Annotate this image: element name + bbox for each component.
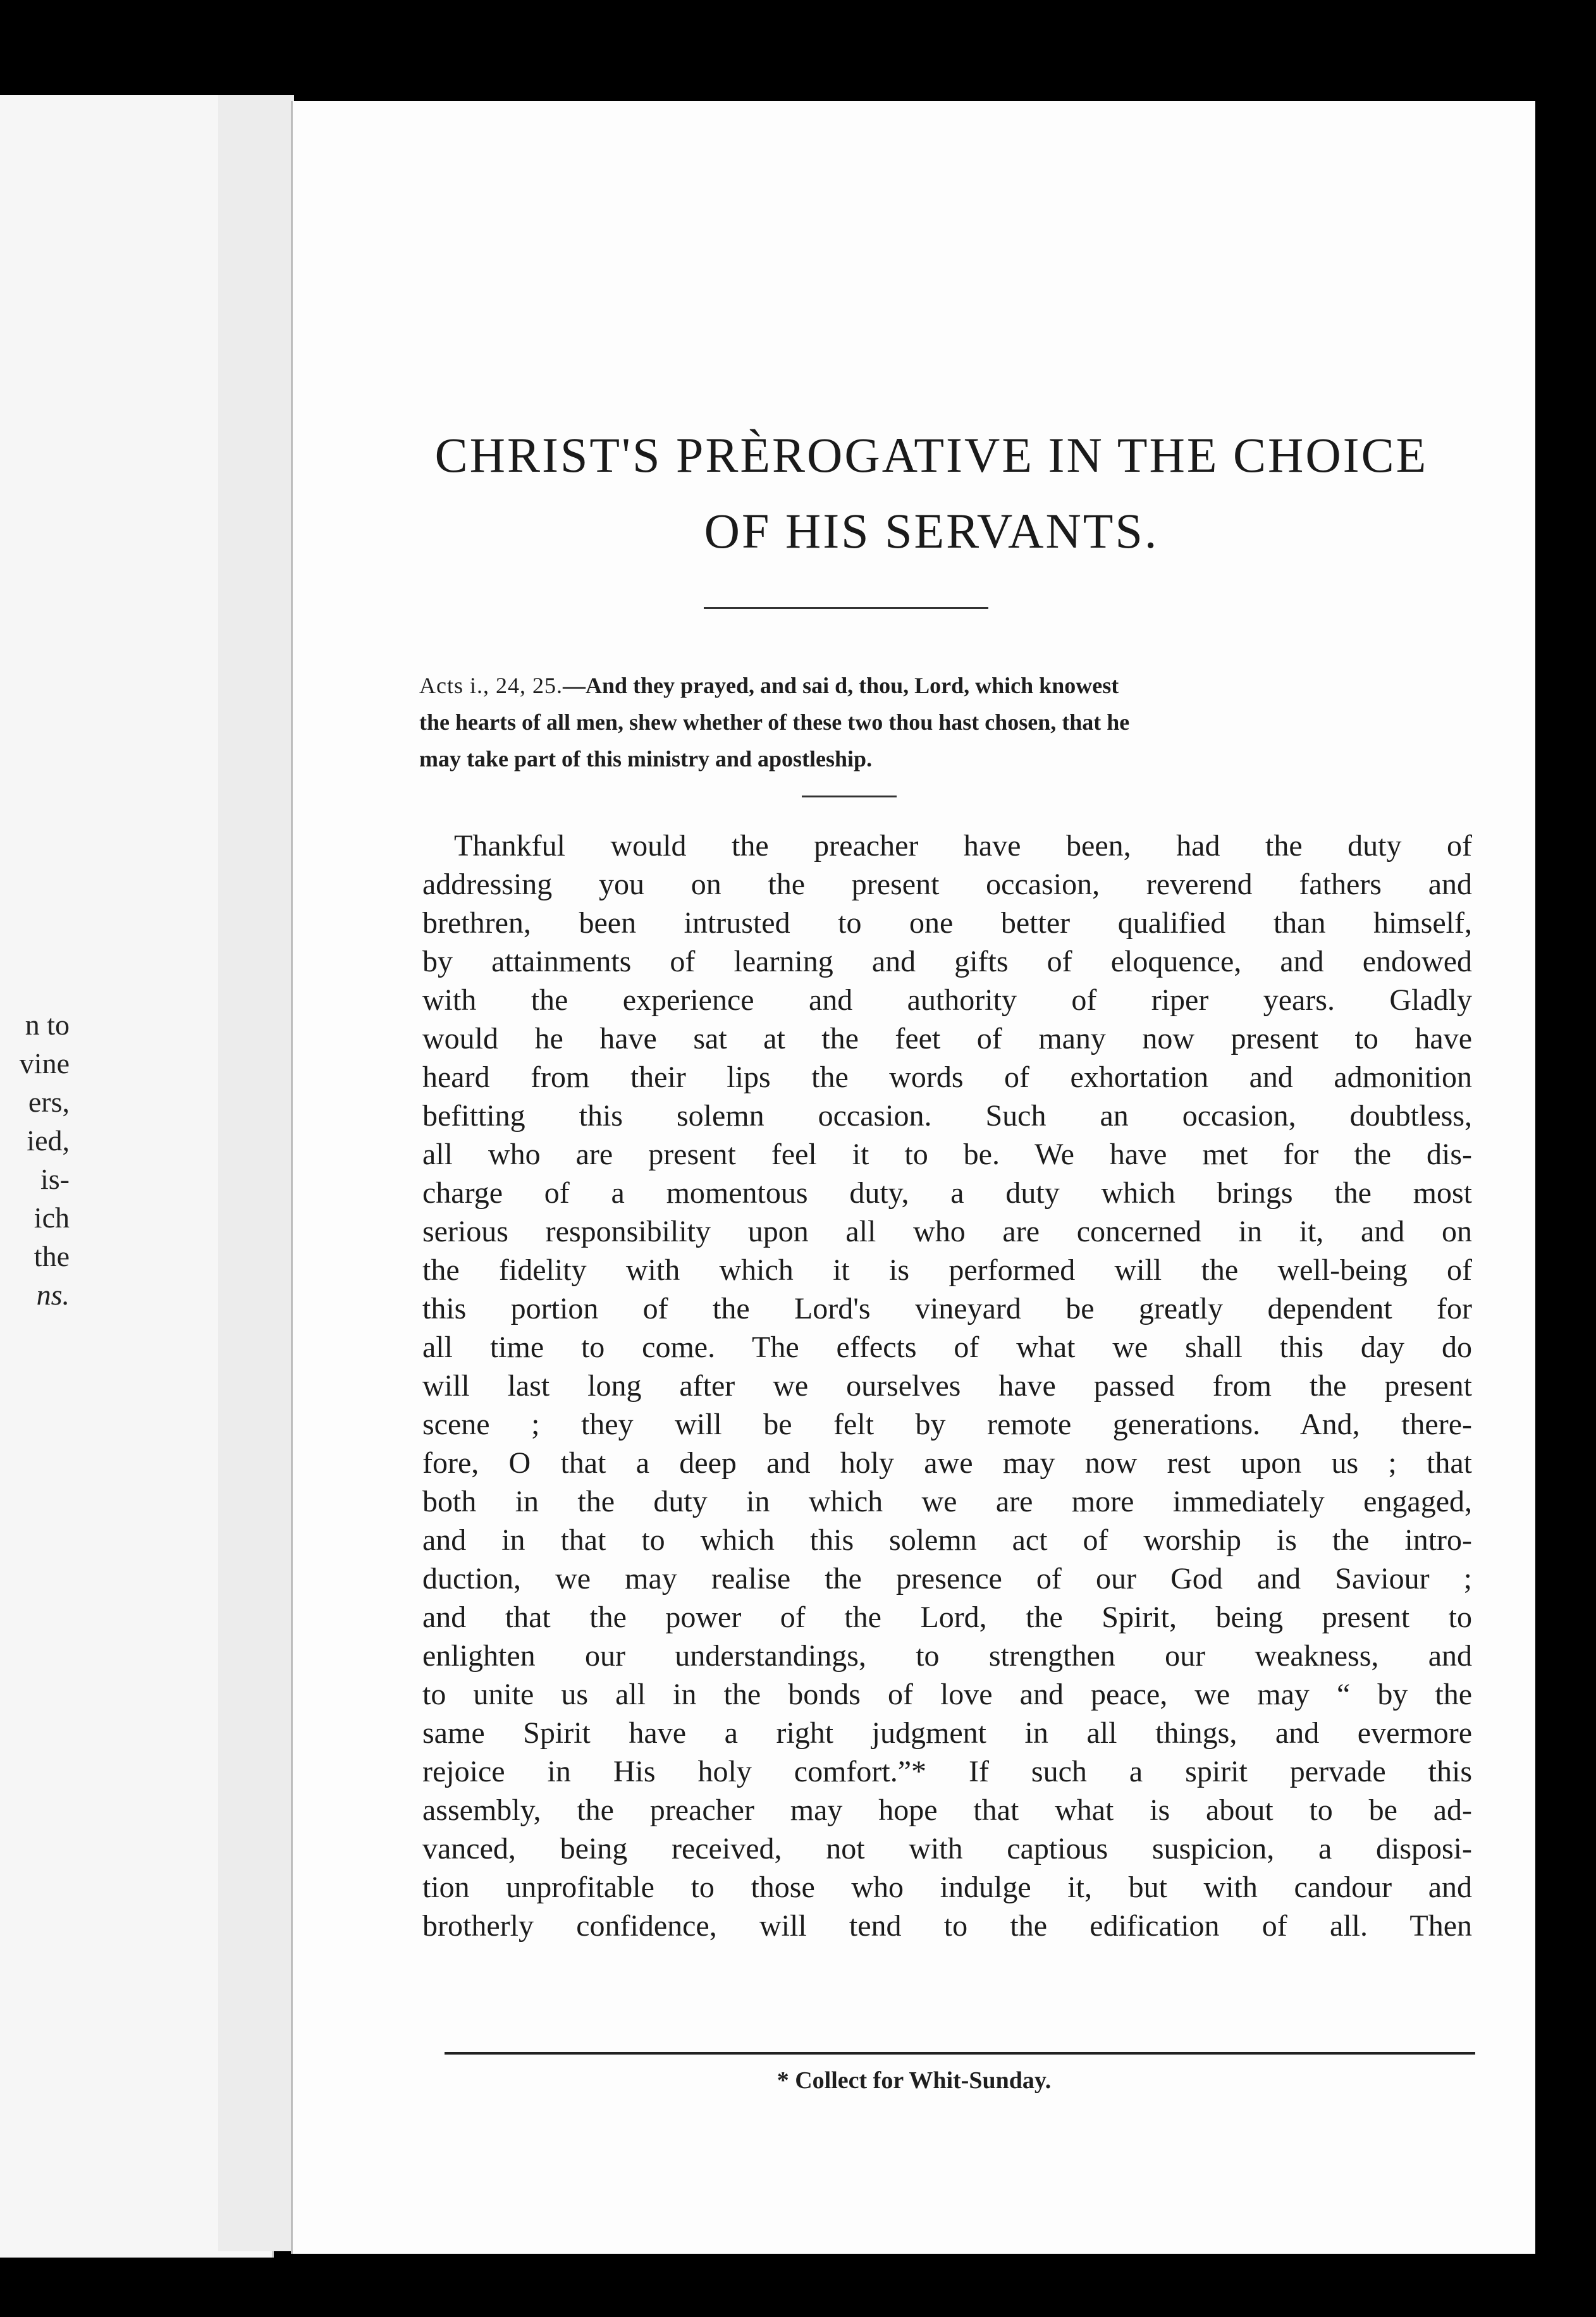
body-line: brotherly confidence, will tend to the edification of all. Then	[422, 1909, 1472, 1943]
body-line: will last long after we ourselves have passed from the present	[422, 1369, 1472, 1403]
body-line: befitting this solemn occasion. Such an occasion, doubtless,	[422, 1099, 1472, 1133]
body-line: would he have sat at the feet of many now present to have	[422, 1022, 1472, 1055]
body-line: assembly, the preacher may hope that what is about to be ad-	[422, 1793, 1472, 1827]
body-line: vanced, being received, not with captious suspicion, a disposi-	[422, 1832, 1472, 1865]
body-line: brethren, been intrusted to one better qualified than himself,	[422, 906, 1472, 940]
epigraph-text: —And they prayed, and sai d, thou, Lord, which knowest	[563, 673, 1119, 698]
body-line: the fidelity with which it is performed will the well-being of	[422, 1253, 1472, 1287]
epigraph	[419, 667, 1456, 777]
left-fragment: vine	[19, 1047, 70, 1079]
left-fragment: the	[34, 1240, 70, 1272]
scripture-reference: Acts i., 24, 25.	[419, 673, 563, 698]
page-title	[388, 417, 1475, 569]
title-line-2: OF HIS SERVANTS.	[704, 503, 1159, 558]
body-line: same Spirit have a right judgment in all things, and evermore	[422, 1716, 1472, 1750]
title-divider	[704, 607, 988, 609]
body-line: Thankful would the preacher have been, had the duty of	[454, 829, 1472, 863]
right-page	[291, 101, 1535, 2254]
body-line: serious responsibility upon all who are concerned in it, and on	[422, 1215, 1472, 1248]
left-fragment: ns.	[36, 1279, 70, 1311]
body-line: this portion of the Lord's vineyard be greatly dependent for	[422, 1292, 1472, 1325]
epigraph-line: the hearts of all men, shew whether of these two thou hast chosen, that he	[419, 710, 1130, 735]
body-text	[422, 827, 1472, 1945]
epigraph-divider	[802, 796, 897, 797]
epigraph-line	[419, 667, 1456, 704]
footnote-divider	[445, 2052, 1475, 2055]
left-fragment: ied,	[27, 1124, 70, 1157]
left-page-text-fragments	[0, 1005, 70, 1314]
body-line: and that the power of the Lord, the Spirit, being present to	[422, 1601, 1472, 1634]
left-fragment: is-	[40, 1163, 70, 1195]
body-line: tion unprofitable to those who indulge it, but with candour and	[422, 1871, 1472, 1904]
body-line: to unite us all in the bonds of love and peace, we may “ by the	[422, 1678, 1472, 1711]
body-line: enlighten our understandings, to strengthen our weakness, and	[422, 1639, 1472, 1673]
body-line: all who are present feel it to be. We have met for the dis-	[422, 1138, 1472, 1171]
title-line-1: CHRIST'S PRÈROGATIVE IN THE CHOICE	[434, 427, 1428, 482]
body-line: all time to come. The effects of what we shall this day do	[422, 1331, 1472, 1364]
body-line: scene ; they will be felt by remote generations. And, there-	[422, 1408, 1472, 1441]
body-line: by attainments of learning and gifts of eloquence, and endowed	[422, 945, 1472, 978]
page-gutter	[218, 95, 294, 2251]
body-line: fore, O that a deep and holy awe may now rest upon us ; that	[422, 1446, 1472, 1480]
body-line: duction, we may realise the presence of our God and Saviour ;	[422, 1562, 1472, 1595]
epigraph-line: may take part of this ministry and apostleship.	[419, 746, 873, 771]
left-fragment: ich	[34, 1202, 70, 1234]
body-line: addressing you on the present occasion, reverend fathers and	[422, 868, 1472, 901]
body-line: and in that to which this solemn act of worship is the intro-	[422, 1523, 1472, 1557]
left-fragment: ers,	[28, 1086, 70, 1118]
left-fragment: n to	[25, 1009, 70, 1041]
body-line: charge of a momentous duty, a duty which brings the most	[422, 1176, 1472, 1210]
body-line: with the experience and authority of riper years. Gladly	[422, 983, 1472, 1017]
body-line: both in the duty in which we are more immediately engaged,	[422, 1485, 1472, 1518]
body-line: heard from their lips the words of exhortation and admonition	[422, 1060, 1472, 1094]
body-line: rejoice in His holy comfort.”* If such a spirit pervade this	[422, 1755, 1472, 1788]
footnote: * Collect for Whit-Sunday.	[777, 2067, 1052, 2094]
